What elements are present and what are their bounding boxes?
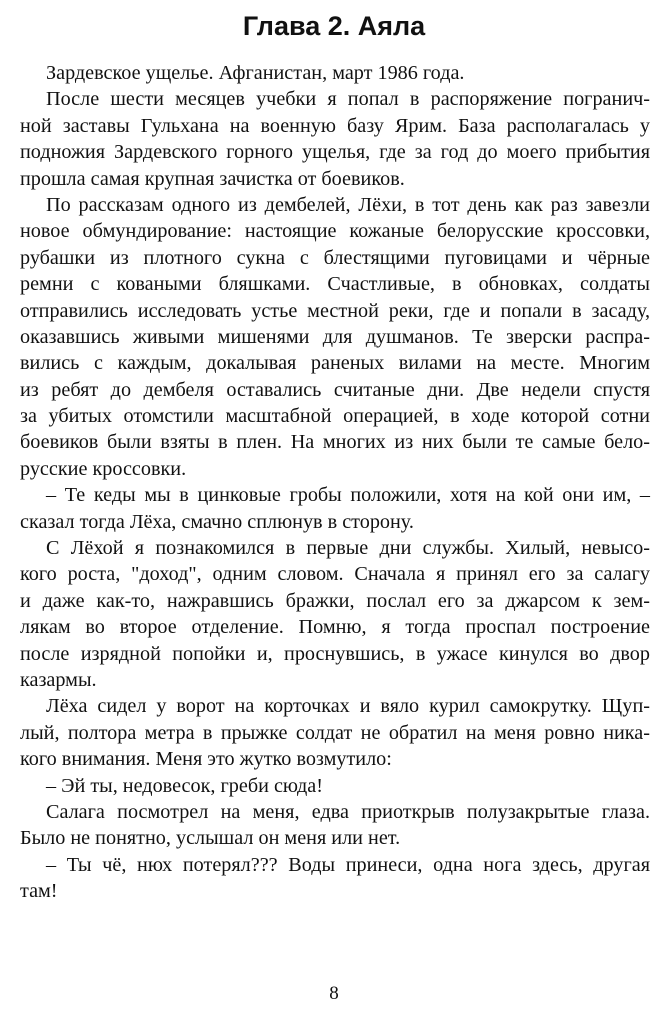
body-text — [20, 60, 650, 905]
text-line: новое обмундирование: настоящие кожаные белорусские кроссовки, — [20, 220, 650, 243]
text-line: С Лёхой я познакомился в первые дни службы. Хилый, невысо- — [46, 537, 650, 560]
text-line: после изрядной попойки и, проснувшись, в ужасе кинулся во двор — [20, 642, 650, 665]
text-line: там! — [20, 880, 58, 903]
text-line: сказал тогда Лёха, смачно сплюнув в сторону. — [20, 510, 414, 533]
text-line: оказавшись живыми мишенями для душманов. Те зверски распра- — [20, 325, 650, 348]
text-line: – Ты чё, нюх потерял??? Воды принеси, одна нога здесь, другая — [46, 853, 650, 876]
text-line: Салага посмотрел на меня, едва приоткрыв полузакрытые глаза. — [46, 800, 650, 823]
text-line: подножия Зардевского горного ущелья, где за год до моего прибытия — [20, 141, 650, 164]
text-line: и даже как-то, нажравшись бражки, послал его за джарсом к зем- — [20, 589, 650, 612]
text-line: кого роста, "доход", одним словом. Сначала я принял его за салагу — [20, 563, 650, 586]
text-line: лякам во второе отделение. Помню, я тогда проспал построение — [20, 616, 650, 639]
text-line: кого внимания. Меня это жутко возмутило: — [20, 748, 392, 771]
text-line: ремни с коваными бляшками. Счастливые, в обновках, солдаты — [20, 273, 650, 296]
text-line: ной заставы Гульхана на военную базу Ярим. База располагалась у — [20, 114, 650, 137]
text-line: рубашки из плотного сукна с блестящими пуговицами и чёрные — [20, 246, 650, 269]
text-line: После шести месяцев учебки я попал в распоряжение погранич- — [46, 88, 650, 111]
text-line: лый, полтора метра в прыжке солдат не обратил на меня ровно ника- — [20, 721, 650, 744]
text-line: из ребят до дембеля оставались считаные дни. Две недели спустя — [20, 378, 650, 401]
text-line: По рассказам одного из дембелей, Лёхи, в тот день как раз завезли — [46, 193, 650, 216]
text-line: Лёха сидел у ворот на корточках и вяло курил самокрутку. Щуп- — [46, 695, 650, 718]
text-line: отправились исследовать устье местной реки, где и попали в засаду, — [20, 299, 650, 322]
text-line: вились с каждым, докалывая раненых вилами на месте. Многим — [20, 352, 650, 375]
text-line: Было не понятно, услышал он меня или нет. — [20, 827, 401, 850]
page-number: 8 — [329, 983, 339, 1004]
text-line: Зардевское ущелье. Афганистан, март 1986 года. — [46, 62, 465, 84]
text-line: – Те кеды мы в цинковые гробы положили, хотя на кой они им, – — [46, 484, 650, 507]
text-line: прошла самая крупная зачистка от боевиков. — [20, 167, 405, 190]
text-line: за убитых отомстили масштабной операцией, в ходе которой сотни — [20, 405, 650, 428]
text-line: русские кроссовки. — [20, 457, 187, 480]
text-line: боевиков были взяты в плен. На многих из них были те самые бело- — [20, 431, 650, 454]
chapter-title: Глава 2. Аяла — [242, 11, 426, 41]
text-line: – Эй ты, недовесок, греби сюда! — [46, 774, 323, 797]
text-line: казармы. — [20, 668, 97, 691]
